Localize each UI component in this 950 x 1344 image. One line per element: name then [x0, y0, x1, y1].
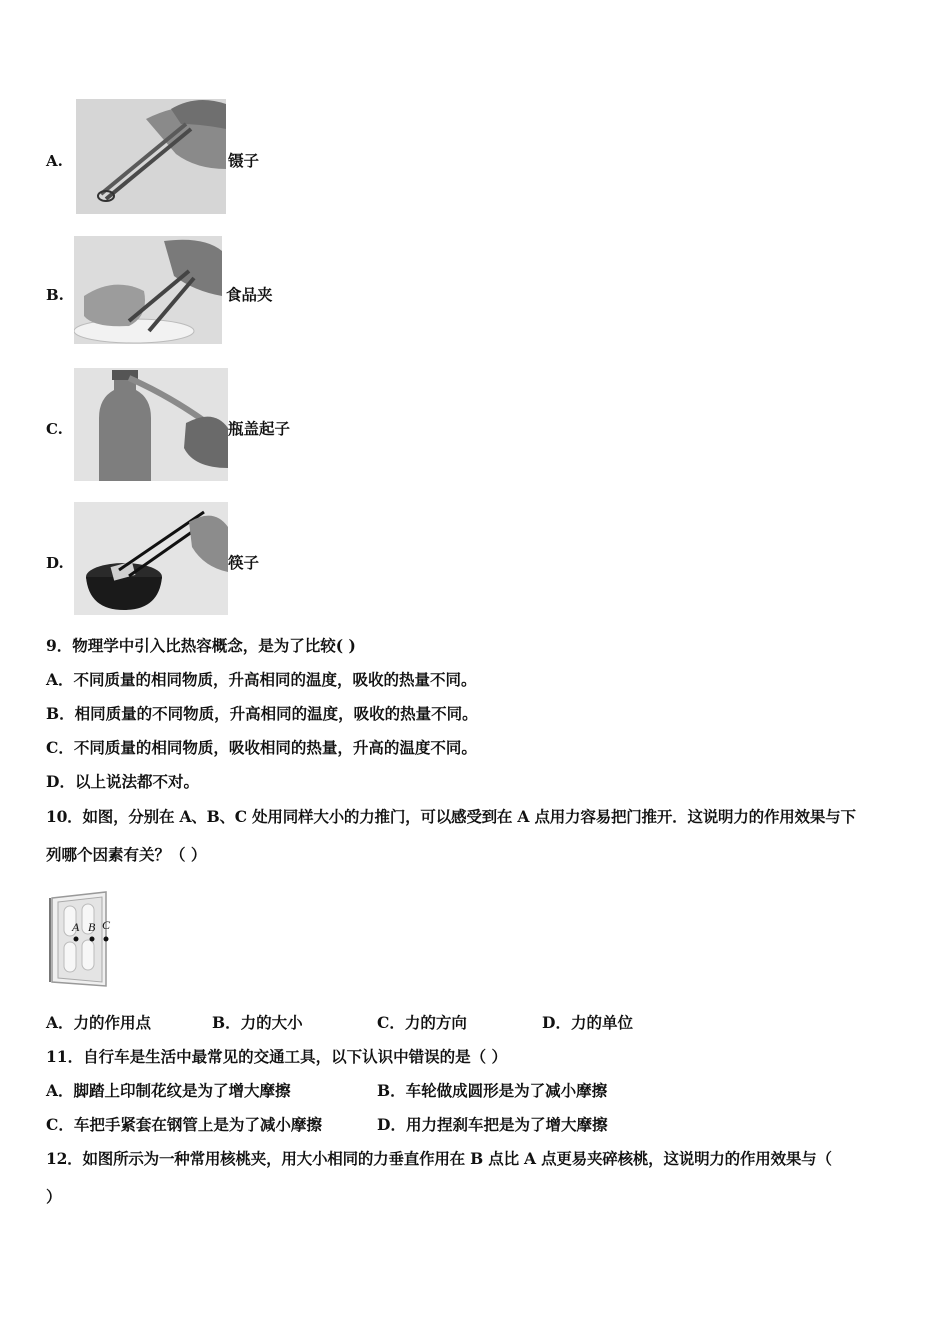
option-c[interactable]: C．力的方向 [377, 1013, 467, 1032]
option-d[interactable]: D．以上说法都不对。 [46, 772, 199, 791]
question-stem-line1: 12．如图所示为一种常用核桃夹，用大小相同的力垂直作用在 B 点比 A 点更易夹碎核桃，这说明力的作用效果与（ [46, 1149, 832, 1168]
figure-label-b: B [88, 920, 96, 934]
question-stem: 9．物理学中引入比热容概念，是为了比较( ) [46, 636, 356, 655]
option-c[interactable]: C．不同质量的相同物质，吸收相同的热量，升高的温度不同。 [46, 738, 477, 757]
option-a[interactable]: A．力的作用点 [46, 1013, 152, 1032]
option-letter: D. [46, 554, 64, 572]
door-figure [48, 890, 114, 990]
question-stem-line2: ） [46, 1187, 62, 1206]
question-stem: 11．自行车是生活中最常见的交通工具，以下认识中错误的是（ ） [46, 1047, 507, 1066]
option-letter: A. [46, 152, 63, 170]
chopsticks-photo [74, 502, 228, 615]
option-caption: 食品夹 [226, 285, 273, 304]
option-b[interactable]: B．力的大小 [212, 1013, 303, 1032]
figure-label-c: C [102, 918, 111, 932]
option-letter: C. [46, 420, 63, 438]
option-c[interactable]: C．车把手紧套在钢管上是为了减小摩擦 [46, 1115, 322, 1134]
option-d[interactable]: D．用力捏刹车把是为了增大摩擦 [377, 1115, 608, 1134]
option-a[interactable]: A．脚踏上印制花纹是为了增大摩擦 [46, 1081, 291, 1100]
option-caption: 瓶盖起子 [228, 419, 291, 438]
question-stem-line1: 10．如图，分别在 A、B、C 处用同样大小的力推门，可以感受到在 A 点用力容易把门推开．这说明力的作用效果与下 [46, 807, 856, 826]
option-a[interactable]: A．不同质量的相同物质，升高相同的温度，吸收的热量不同。 [46, 670, 477, 689]
figure-label-a: A [72, 920, 80, 934]
food-tongs-photo [74, 236, 222, 344]
tweezers-photo [76, 99, 226, 214]
option-caption: 筷子 [228, 553, 260, 572]
question-stem-line2: 列哪个因素有关？（ ） [46, 845, 207, 864]
option-caption: 镊子 [228, 151, 260, 170]
option-letter: B. [46, 286, 64, 304]
option-d[interactable]: D．力的单位 [542, 1013, 633, 1032]
bottle-opener-photo [74, 368, 228, 481]
option-b[interactable]: B．车轮做成圆形是为了减小摩擦 [377, 1081, 608, 1100]
option-b[interactable]: B．相同质量的不同物质，升高相同的温度，吸收的热量不同。 [46, 704, 478, 723]
